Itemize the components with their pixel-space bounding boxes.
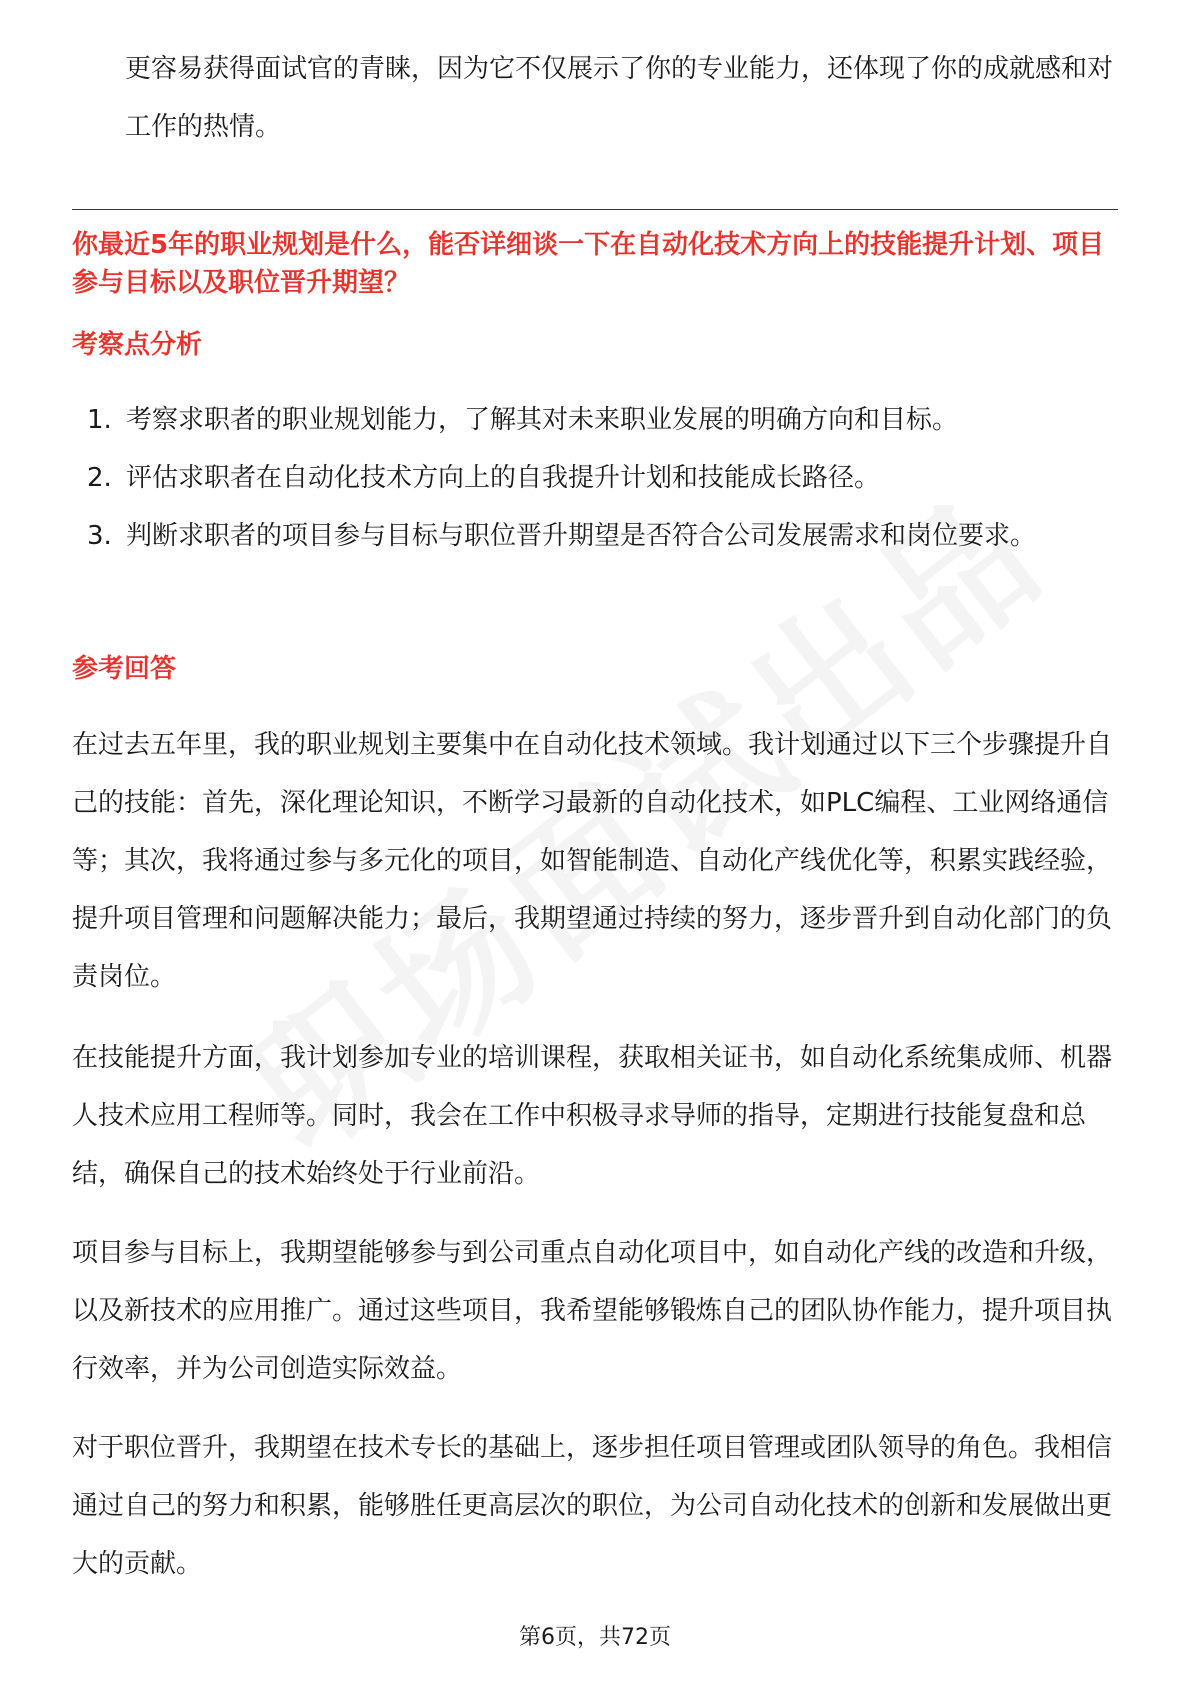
- answer-heading: 参考回答: [72, 654, 177, 684]
- question-title: 你最近5年的职业规划是什么，能否详细谈一下在自动化技术方向上的技能提升计划、项目参与目标以及职位晋升期望？: [72, 230, 1105, 298]
- section-divider: [72, 209, 1118, 210]
- list-item: [72, 449, 1118, 507]
- answer-paragraph: 在技能提升方面，我计划参加专业的培训课程，获取相关证书，如自动化系统集成师、机器人技术应用工程师等。同时，我会在工作中积极寻求导师的指导，定期进行技能复盘和总结，确保自己的技术始终处于行业前沿。: [72, 1043, 1113, 1189]
- list-item-number: 1.: [87, 405, 112, 435]
- list-item-number: 3.: [87, 521, 112, 551]
- analysis-heading: 考察点分析: [72, 330, 203, 360]
- list-item: [72, 507, 1118, 565]
- list-item: [72, 391, 1118, 449]
- answer-paragraph: 在过去五年里，我的职业规划主要集中在自动化技术领域。我计划通过以下三个步骤提升自己的技能：首先，深化理论知识，不断学习最新的自动化技术，如PLC编程、工业网络通信等；其次，我将通过参与多元化的项目，如智能制造、自动化产线优化等，积累实践经验，提升项目管理和问题解决能力；最后，我期望通过持续的努力，逐步晋升到自动化部门的负责岗位。: [72, 730, 1113, 992]
- list-item-text: 考察求职者的职业规划能力，了解其对未来职业发展的明确方向和目标。: [126, 405, 959, 435]
- page-number-footer: 第6页，共72页: [519, 1625, 671, 1650]
- list-item-number: 2.: [87, 463, 112, 493]
- list-item-text: 评估求职者在自动化技术方向上的自我提升计划和技能成长路径。: [126, 463, 881, 493]
- answer-paragraph: 项目参与目标上，我期望能够参与到公司重点自动化项目中，如自动化产线的改造和升级，以及新技术的应用推广。通过这些项目，我希望能够锻炼自己的团队协作能力，提升项目执行效率，并为公司创造实际效益。: [72, 1238, 1113, 1384]
- list-item-text: 判断求职者的项目参与目标与职位晋升期望是否符合公司发展需求和岗位要求。: [126, 521, 1037, 551]
- intro-paragraph: 更容易获得面试官的青睐，因为它不仅展示了你的专业能力，还体现了你的成就感和对工作的热情。: [125, 54, 1114, 142]
- analysis-list: [72, 391, 1118, 565]
- answer-paragraph: 对于职位晋升，我期望在技术专长的基础上，逐步担任项目管理或团队领导的角色。我相信通过自己的努力和积累，能够胜任更高层次的职位，为公司自动化技术的创新和发展做出更大的贡献。: [72, 1433, 1113, 1579]
